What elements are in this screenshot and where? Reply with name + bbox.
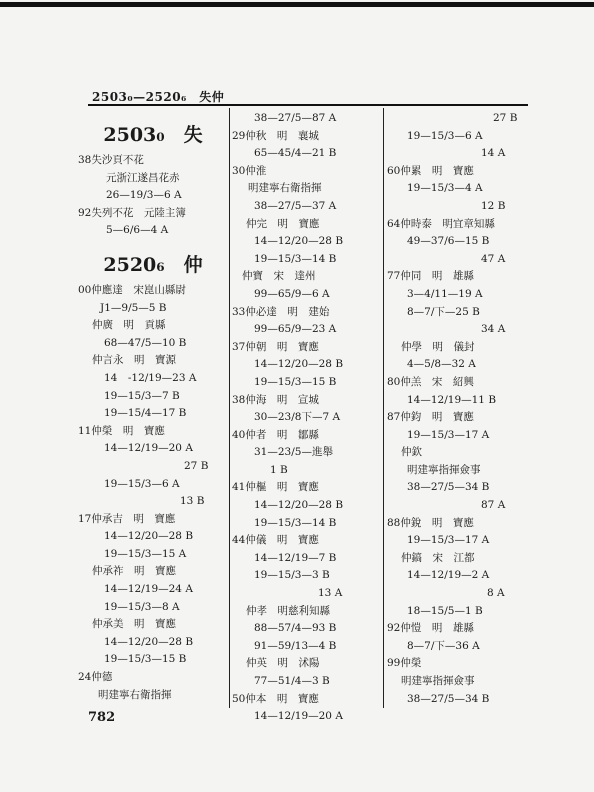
index-line: 38—27/5—37 A: [254, 199, 337, 212]
index-line: 88仲銳 明 寶應: [387, 516, 474, 529]
index-line: 仲完 明 寶應: [246, 217, 320, 230]
index-line: 仲鎬 宋 江都: [401, 551, 475, 564]
index-line: 3—4/11—19 A: [407, 287, 483, 300]
index-line: 34 A: [481, 323, 506, 336]
column-divider-1: [229, 108, 230, 708]
index-line: 60仲累 明 寶應: [387, 164, 474, 177]
index-line: 11仲榮 明 寶應: [78, 424, 165, 437]
index-line: 仲孝 明慈利知縣: [246, 604, 330, 617]
index-line: 19—15/3—7 B: [104, 389, 180, 402]
index-line: 17仲承吉 明 寶應: [78, 512, 176, 525]
index-line: 12 B: [481, 199, 506, 212]
index-line: 仲承祚 明 寶應: [92, 565, 176, 578]
index-line: 77仲同 明 雄縣: [387, 270, 474, 283]
index-line: 80仲羔 宋 紹興: [387, 375, 474, 388]
index-line: 8 A: [487, 587, 505, 600]
index-line: 14 -12/19—23 A: [104, 371, 197, 384]
index-line: 8—7/下—36 A: [407, 639, 480, 652]
index-line: 99仲榮: [387, 657, 422, 670]
index-line: 19—15/3—15 A: [104, 547, 187, 560]
page-header: 2503₀—2520₆ 失仲: [92, 90, 225, 104]
index-line: 99—65/9—23 A: [254, 323, 337, 336]
index-line: 14—12/20—28 B: [254, 499, 344, 512]
index-line: 33仲必達 明 建始: [232, 305, 330, 318]
index-line: 41仲樞 明 寶應: [232, 481, 319, 494]
index-line: 仲廣 明 貢縣: [92, 319, 166, 332]
index-line: 38—27/5—87 A: [254, 112, 337, 124]
index-line: 92失列不花 元陸主簿: [78, 206, 186, 219]
index-column-3: [387, 110, 522, 708]
index-line: 19—15/3—3 B: [254, 569, 330, 582]
index-line: 仲欽: [401, 446, 422, 459]
index-line: 47 A: [481, 252, 506, 265]
index-line: 29仲秋 明 襄城: [232, 129, 319, 142]
index-line: 19—15/4—17 B: [104, 407, 187, 420]
index-line: 24仲德: [78, 671, 113, 684]
index-line: 31—23/5—進舉: [254, 446, 333, 459]
index-line: 13 B: [180, 495, 205, 508]
index-line: 19—15/3—8 A: [104, 600, 180, 613]
index-line: 19—15/3—6 A: [104, 477, 180, 490]
index-line: 30—23/8下—7 A: [254, 411, 341, 424]
index-line: 明建寧指揮僉事: [407, 463, 481, 476]
index-line: 49—37/6—15 B: [407, 235, 490, 248]
index-line: 19—15/3—17 A: [407, 428, 490, 441]
index-line: 37仲朝 明 寶應: [232, 340, 319, 353]
index-line: 明建寧右衛指揮: [98, 688, 172, 701]
index-line: 14—12/20—28 B: [104, 530, 194, 543]
index-line: 19—15/3—17 A: [407, 534, 490, 547]
spacer: [78, 240, 228, 248]
header-rule: [88, 104, 528, 106]
index-line: 30仲淮: [232, 164, 267, 177]
index-line: 19—15/3—15 B: [254, 375, 337, 388]
index-line: 38—27/5—34 B: [407, 481, 490, 494]
index-column-2: [232, 110, 382, 726]
index-line: 19—15/3—15 B: [104, 653, 187, 666]
index-line: 14 A: [481, 147, 506, 160]
index-line: J1—9/5—5 B: [100, 301, 167, 314]
index-line: 38失沙頁不花: [78, 154, 144, 166]
index-line: 14—12/19—2 A: [407, 569, 490, 582]
index-line: 13 A: [318, 587, 343, 600]
index-line: 77—51/4—3 B: [254, 675, 330, 687]
index-line: 14—12/19—24 A: [104, 583, 193, 596]
index-line: 99—65/9—6 A: [254, 287, 330, 300]
index-line: 明建寧指揮僉事: [401, 675, 475, 687]
index-line: 00仲應達 宋崑山縣尉: [78, 283, 186, 296]
index-line: 仲學 明 儀封: [401, 340, 475, 353]
page-number: 782: [88, 710, 116, 725]
index-line: 仲承美 明 寶應: [92, 618, 176, 631]
index-line: 14—12/20—28 B: [104, 635, 194, 648]
index-line: 92仲愷 明 雄縣: [387, 622, 474, 635]
index-line: 44仲儀 明 寶應: [232, 534, 319, 547]
index-line: 仲言永 明 寶源: [92, 354, 176, 367]
index-line: 19—15/3—4 A: [407, 182, 483, 195]
index-line: 19—15/3—14 B: [254, 252, 337, 265]
top-rule: [0, 2, 594, 7]
index-line: 4—5/8—32 A: [407, 358, 476, 371]
index-line: 14—12/20—28 B: [254, 235, 344, 248]
index-line: 14—12/20—28 B: [254, 358, 344, 371]
index-line: 5—6/6—4 A: [106, 224, 169, 237]
index-line: 27 B: [184, 459, 209, 472]
index-line: 明建寧右衛指揮: [248, 182, 322, 195]
index-column-1: [78, 110, 228, 704]
spacer: [78, 110, 228, 118]
index-line: 元浙江遂昌花赤: [106, 171, 180, 184]
index-line: 87 A: [481, 499, 506, 512]
index-line: 14—12/19—20 A: [254, 710, 343, 723]
index-line: 仲寶 宋 達州: [242, 270, 316, 283]
index-line: 26—19/3—6 A: [106, 189, 182, 202]
index-line: 19—15/3—6 A: [407, 129, 483, 142]
index-line: 65—45/4—21 B: [254, 147, 337, 160]
section-heading: 2520₆ 仲: [103, 253, 203, 276]
index-line: 50仲本 明 寶應: [232, 692, 319, 705]
index-line: 40仲者 明 鄒縣: [232, 428, 319, 441]
index-line: 1 B: [270, 463, 288, 476]
index-line: 64仲時泰 明宜章知縣: [387, 217, 495, 230]
index-line: 38仲海 明 宣城: [232, 393, 319, 406]
index-line: 68—47/5—10 B: [104, 336, 187, 349]
section-heading: 2503₀ 失: [103, 124, 203, 146]
index-line: 27 B: [493, 112, 518, 124]
index-line: 38—27/5—34 B: [407, 692, 490, 705]
index-line: 14—12/19—7 B: [254, 551, 337, 564]
index-line: 88—57/4—93 B: [254, 622, 337, 635]
index-line: 87仲鈞 明 寶應: [387, 411, 474, 424]
index-line: 18—15/5—1 B: [407, 604, 483, 617]
index-line: 8—7/下—25 B: [407, 305, 480, 318]
index-line: 14—12/19—20 A: [104, 442, 193, 455]
index-line: 14—12/19—11 B: [407, 393, 497, 406]
index-line: 91—59/13—4 B: [254, 639, 337, 652]
index-line: 19—15/3—14 B: [254, 516, 337, 529]
index-line: 仲英 明 沭陽: [246, 657, 320, 670]
column-divider-2: [383, 108, 384, 708]
